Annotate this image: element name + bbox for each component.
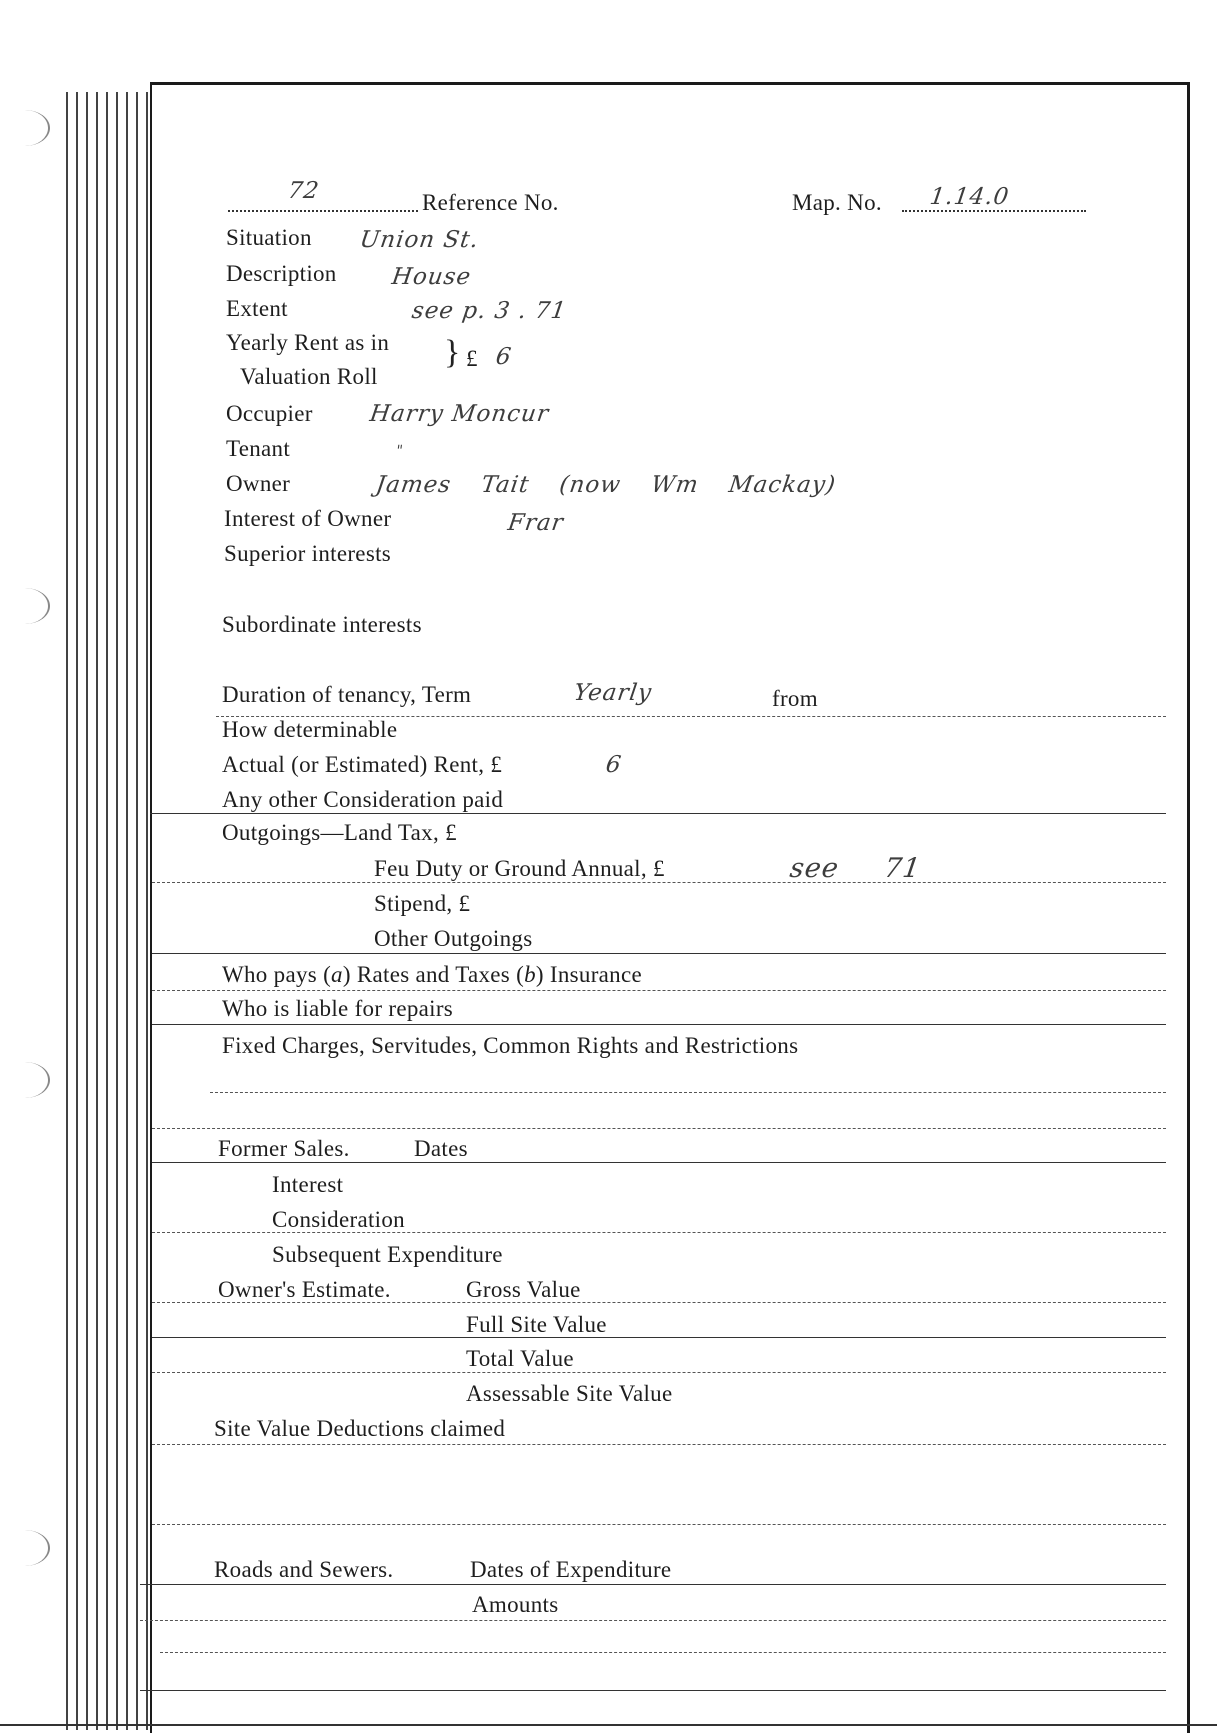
rule-line [152,953,1166,954]
situation-label: Situation [226,225,312,250]
amounts-label: Amounts [472,1592,559,1617]
punch-hole [0,588,50,624]
how-determinable-label: How determinable [222,717,398,742]
duration-value: Yearly [572,680,654,706]
occupier-label: Occupier [226,401,313,426]
subordinate-interests-label: Subordinate interests [222,612,422,637]
punch-hole [0,1062,50,1098]
yearly-rent-label: Yearly Rent as in [226,330,390,355]
owner-label: Owner [226,471,291,496]
former-sales-dates-label: Dates [414,1136,468,1161]
dates-expenditure-label: Dates of Expenditure [470,1557,672,1582]
rule-line [140,1690,1166,1691]
rule-line [150,813,1166,814]
gross-value-label: Gross Value [466,1277,581,1302]
fixed-charges-label: Fixed Charges, Servitudes, Common Rights and Restrictions [222,1033,799,1058]
yearly-rent-currency: £ [466,346,478,371]
former-sales-label: Former Sales. [218,1136,350,1161]
rule-line [160,1652,1166,1653]
actual-rent-label: Actual (or Estimated) Rent, £ [222,752,503,777]
assessable-site-value-label: Assessable Site Value [466,1381,673,1406]
description-label: Description [226,261,337,286]
who-liable-label: Who is liable for repairs [222,996,454,1021]
rule-line [152,1162,1166,1163]
book-binding-edge [62,92,154,1730]
duration-label: Duration of tenancy, Term [222,682,472,707]
other-outgoings-label: Other Outgoings [374,926,533,951]
rule-line [140,1584,1166,1585]
map-label: Map. No. [792,190,882,215]
yearly-rent-value: 6 [494,344,514,370]
description-value: House [390,264,473,290]
stipend-label: Stipend, £ [374,891,471,916]
situation-value: Union St. [358,227,481,253]
extent-value: see p. 3 . 71 [410,298,569,324]
occupier-value: Harry Moncur [368,401,551,427]
rule-line [152,1024,1166,1025]
rule-line [152,990,1166,991]
valuation-roll-label: Valuation Roll [240,364,378,389]
feu-duty-value: see 71 [787,853,924,884]
who-pays-label: Who pays (a) Rates and Taxes (b) Insurance [222,962,642,987]
feu-duty-label: Feu Duty or Ground Annual, £ [374,856,665,881]
map-dots [902,210,1086,212]
from-label: from [772,686,818,711]
rule-line [152,1372,1166,1373]
punch-hole [0,1530,50,1566]
map-number: 1.14.0 [928,184,1011,210]
actual-rent-value: 6 [604,752,624,778]
total-value-label: Total Value [466,1346,574,1371]
interest-owner-label: Interest of Owner [224,506,392,531]
brace-glyph: } [444,334,461,371]
other-consideration-label: Any other Consideration paid [222,787,504,812]
rule-line [152,1302,1166,1303]
rule-line [210,1092,1166,1093]
page-bottom-rule [0,1724,1217,1726]
rule-line [152,1128,1166,1129]
extent-label: Extent [226,296,288,321]
rule-line [152,1232,1166,1233]
reference-dots [228,210,418,212]
rule-line [152,1444,1166,1445]
reference-label: Reference No. [422,190,559,215]
rule-line [140,1620,1166,1621]
former-interest-label: Interest [272,1172,344,1197]
superior-interests-label: Superior interests [224,541,392,566]
subsequent-expenditure-label: Subsequent Expenditure [272,1242,503,1267]
roads-sewers-label: Roads and Sewers. [214,1557,394,1582]
punch-hole [0,110,50,146]
owner-value: James Tait (now Wm Mackay) [374,472,838,498]
rule-line [152,1524,1166,1525]
reference-number: 72 [286,178,322,204]
tenant-value: " [394,443,405,459]
site-value-deductions-label: Site Value Deductions claimed [214,1416,506,1441]
rule-line [152,882,1166,883]
interest-owner-value: Frar [506,510,566,536]
rule-line [152,1337,1166,1338]
outgoings-label: Outgoings—Land Tax, £ [222,820,457,845]
former-consideration-label: Consideration [272,1207,405,1232]
tenant-label: Tenant [226,436,291,461]
owners-estimate-label: Owner's Estimate. [218,1277,391,1302]
full-site-value-label: Full Site Value [466,1312,607,1337]
